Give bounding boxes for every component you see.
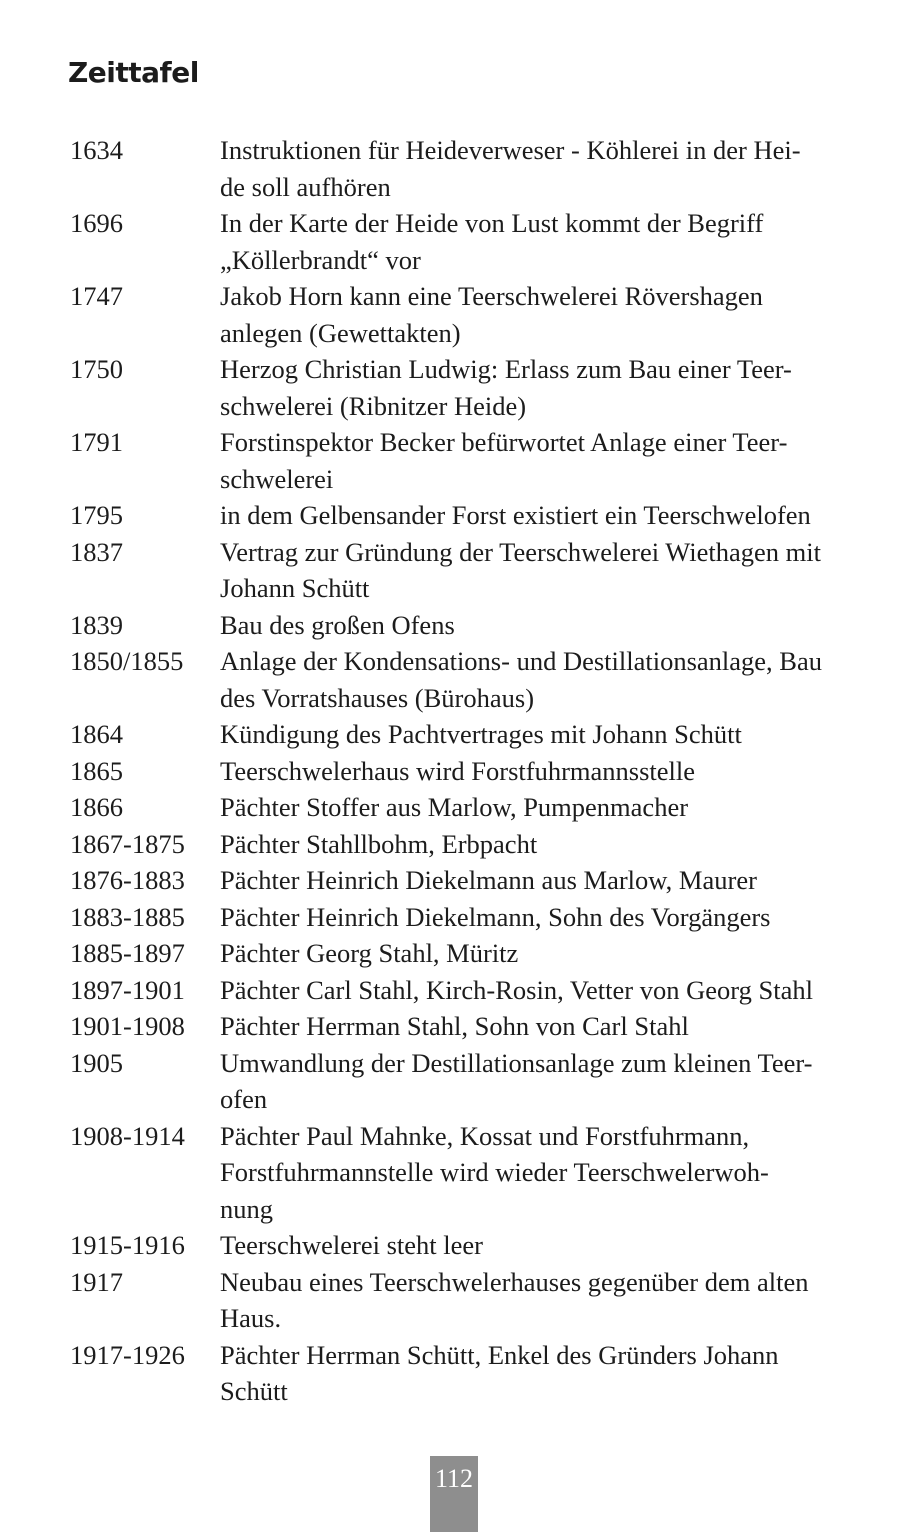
- entry-description: [220, 899, 840, 936]
- timeline-entry: [70, 643, 840, 716]
- entry-description-line: in dem Gelbensander Forst existiert ein Teerschwelofen: [220, 500, 811, 530]
- entry-year: 1634: [70, 135, 123, 165]
- entry-description: [220, 205, 840, 278]
- entry-description-line: anlegen (Gewettakten): [220, 317, 461, 348]
- entry-year: 1915-1916: [70, 1230, 185, 1260]
- timeline-entry: [70, 789, 840, 826]
- entry-description: [220, 789, 840, 826]
- entry-description: [220, 1008, 840, 1045]
- entry-description: [220, 643, 840, 716]
- entry-description: [220, 351, 840, 424]
- entry-description: [220, 716, 840, 753]
- entry-year: 1885-1897: [70, 938, 185, 968]
- page-title: Zeittafel: [68, 56, 199, 89]
- timeline-entry: [70, 132, 840, 205]
- entry-description-line: schwelerei (Ribnitzer Heide): [220, 390, 527, 421]
- entry-description-line: Instruktionen für Heideverweser - Köhlerei in der Hei-: [220, 135, 801, 165]
- timeline-entry: [70, 607, 840, 644]
- entry-year: 1905: [70, 1047, 123, 1078]
- entry-description-line: Pächter Heinrich Diekelmann, Sohn des Vorgängers: [220, 901, 771, 932]
- entry-description: [220, 1264, 840, 1337]
- entry-description-line: Forstinspektor Becker befürwortet Anlage einer Teer-: [220, 427, 788, 457]
- entry-year: 1865: [70, 755, 123, 786]
- entry-description-line: Pächter Georg Stahl, Müritz: [220, 938, 519, 968]
- timeline-entry: [70, 278, 840, 351]
- entry-description-line: Pächter Paul Mahnke, Kossat und Forstfuhrmann,: [220, 1120, 750, 1151]
- entry-description-line: schwelerei: [220, 463, 334, 494]
- entry-description: [220, 534, 840, 607]
- entry-description: [220, 132, 840, 205]
- entry-description-line: Kündigung des Pachtvertrages mit Johann Schütt: [220, 719, 742, 749]
- entry-description: [220, 753, 840, 790]
- entry-description-line: des Vorratshauses (Bürohaus): [220, 682, 535, 713]
- entry-year: 1750: [70, 354, 123, 384]
- entry-description-line: de soll aufhören: [220, 171, 391, 202]
- entry-description: [220, 935, 840, 972]
- entry-description-line: Pächter Herrman Schütt, Enkel des Gründers Johann: [220, 1339, 779, 1370]
- entry-description: [220, 862, 840, 899]
- entry-year: 1837: [70, 536, 123, 567]
- entry-description-line: Neubau eines Teerschwelerhauses gegenüber dem alten: [220, 1266, 809, 1297]
- entry-description-line: Vertrag zur Gründung der Teerschwelerei Wiethagen mit: [220, 536, 821, 567]
- timeline-entry: [70, 1337, 840, 1410]
- entry-description: [220, 1337, 840, 1410]
- entry-year: 1901-1908: [70, 1011, 185, 1041]
- timeline-entry: [70, 899, 840, 936]
- entry-year: 1867-1875: [70, 828, 185, 859]
- timeline-entry: [70, 1045, 840, 1118]
- entry-description-line: Pächter Stoffer aus Marlow, Pumpenmacher: [220, 792, 689, 822]
- entry-year: 1791: [70, 427, 123, 457]
- entry-description-line: ofen: [220, 1084, 268, 1114]
- entry-description: [220, 424, 840, 497]
- timeline-entry: [70, 753, 840, 790]
- timeline-entry: [70, 424, 840, 497]
- timeline-entry: [70, 1008, 840, 1045]
- entry-description-line: nung: [220, 1193, 273, 1224]
- entry-description: [220, 1227, 840, 1264]
- entry-year: 1696: [70, 208, 123, 238]
- entry-description-line: Pächter Heinrich Diekelmann aus Marlow, Maurer: [220, 865, 757, 895]
- entry-description: [220, 1118, 840, 1228]
- entry-year: 1864: [70, 719, 123, 749]
- entry-description-line: Jakob Horn kann eine Teerschwelerei Rövershagen: [220, 281, 763, 311]
- timeline-entry: [70, 972, 840, 1009]
- timeline-entry: [70, 497, 840, 534]
- timeline-entry: [70, 1227, 840, 1264]
- timeline-entry: [70, 205, 840, 278]
- entry-year: 1897-1901: [70, 974, 185, 1005]
- entry-description-line: Teerschwelerhaus wird Forstfuhrmannsstelle: [220, 755, 696, 786]
- timeline-entry: [70, 1118, 840, 1228]
- timeline-table: [70, 132, 840, 1410]
- entry-description-line: Haus.: [220, 1303, 282, 1333]
- entry-description: [220, 1045, 840, 1118]
- entry-year: 1917-1926: [70, 1339, 185, 1370]
- timeline-entry: [70, 862, 840, 899]
- timeline-entry: [70, 716, 840, 753]
- entry-year: 1747: [70, 281, 123, 311]
- entry-description-line: Anlage der Kondensations- und Destillationsanlage, Bau: [220, 646, 822, 676]
- entry-description-line: Bau des großen Ofens: [220, 609, 455, 640]
- entry-description: [220, 826, 840, 863]
- entry-year: 1795: [70, 500, 123, 530]
- entry-year: 1876-1883: [70, 865, 185, 895]
- entry-year: 1866: [70, 792, 123, 822]
- entry-description-line: Johann Schütt: [220, 573, 370, 603]
- entry-description-line: Pächter Stahllbohm, Erbpacht: [220, 828, 538, 859]
- timeline-entry: [70, 935, 840, 972]
- entry-description-line: Umwandlung der Destillationsanlage zum kleinen Teer-: [220, 1047, 813, 1078]
- entry-description: [220, 607, 840, 644]
- entry-description-line: Pächter Herrman Stahl, Sohn von Carl Stahl: [220, 1011, 689, 1041]
- entry-description-line: Forstfuhrmannstelle wird wieder Teerschwelerwoh-: [220, 1157, 769, 1187]
- entry-description: [220, 972, 840, 1009]
- entry-description-line: „Köllerbrandt“ vor: [220, 244, 421, 275]
- entry-description-line: Teerschwelerei steht leer: [220, 1230, 483, 1260]
- entry-year: 1883-1885: [70, 901, 185, 932]
- timeline-entry: [70, 351, 840, 424]
- timeline-entry: [70, 534, 840, 607]
- entry-description-line: Schütt: [220, 1376, 288, 1406]
- timeline-entry: [70, 826, 840, 863]
- entry-year: 1917: [70, 1266, 123, 1297]
- entry-description: [220, 497, 840, 534]
- entry-year: 1908-1914: [70, 1120, 185, 1151]
- entry-description: [220, 278, 840, 351]
- entry-year: 1839: [70, 609, 123, 640]
- page-number: 112: [430, 1456, 478, 1532]
- timeline-entry: [70, 1264, 840, 1337]
- entry-description-line: In der Karte der Heide von Lust kommt der Begriff: [220, 208, 764, 238]
- entry-description-line: Herzog Christian Ludwig: Erlass zum Bau einer Teer-: [220, 354, 792, 384]
- entry-year: 1850/1855: [70, 646, 184, 676]
- entry-description-line: Pächter Carl Stahl, Kirch-Rosin, Vetter von Georg Stahl: [220, 974, 813, 1005]
